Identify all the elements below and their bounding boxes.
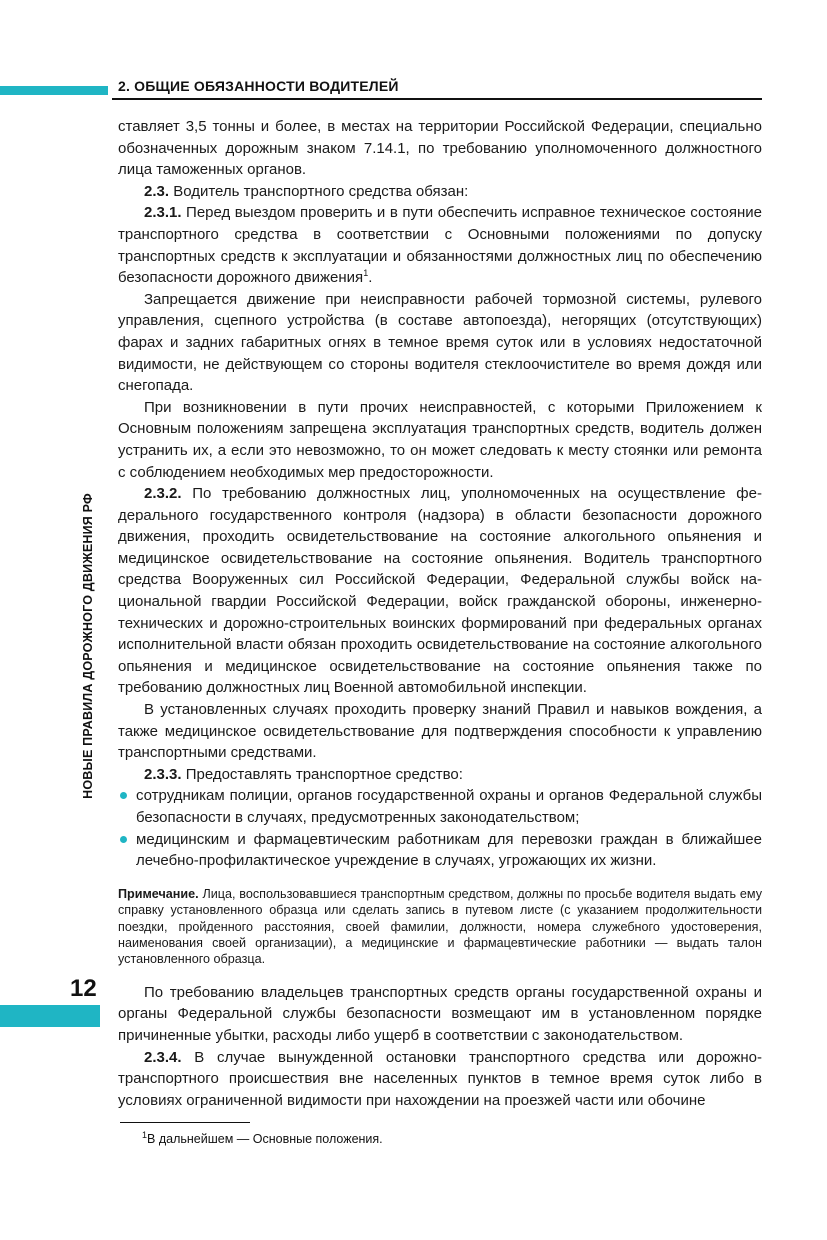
clause-text: Водитель транспортного средства обязан:: [169, 182, 469, 200]
book-title-vertical: НОВЫЕ ПРАВИЛА ДОРОЖНОГО ДВИЖЕНИЯ РФ: [81, 493, 95, 799]
section-title: 2. ОБЩИЕ ОБЯЗАННОСТИ ВОДИТЕЛЕЙ: [118, 78, 399, 94]
clause-number: 2.3.: [144, 182, 170, 200]
main-text: [118, 116, 762, 1111]
paragraph-2-3: [118, 181, 762, 203]
footnote-text: В дальнейшем — Основные положения.: [147, 1132, 383, 1146]
note-label: Примечание.: [118, 886, 199, 901]
clause-text: По требованию должностных лиц, уполномоченных на осуществление федерального государственного контроля (надзора) в области безопасности дорожного движения, проходить освидетельствование на состояние алкогольного опьянения и медицинское освидетельствование на состояние опьянения. Водитель транспортного средства Вооруженных сил Российской Федерации, Федеральной службы войск национальной гвардии Российской Федерации, войск гражданской обороны, инженерно-технических и дорожно-строительных воинских формирований при федеральных органах исполнительной власти обязан проходить освидетельствование на состояние алкогольного опьянения и медицинское освидетельствование на состояние опьянения также по требованию должностных лиц Военной автомобильной инспекции.: [118, 485, 762, 697]
paragraph-other-faults: При возникновении в пути прочих неисправностей, с которыми Приложением к Основным положениям запрещена эксплуатация транспортных средств, водитель должен устранить их, а если это невозможно, то он может следовать к месту стоянки или ремонта с соблюдением необходимых мер предосторожности.: [118, 398, 762, 481]
header-divider: [112, 98, 762, 100]
header-accent-bar: [0, 86, 108, 95]
clause-number: 2.3.4.: [144, 1048, 182, 1066]
clause-end: .: [368, 269, 373, 287]
clause-text: В случае вынужденной остановки транспортного средства или дорожно-транспортного происшествия вне населенных пунктов в темное время суток либо в условиях ограниченной видимости при нахождении на проезжей части или обочине: [118, 1048, 762, 1109]
clause-number: 2.3.3.: [144, 765, 182, 783]
bullet-icon: [120, 792, 127, 799]
footnote: [142, 1129, 383, 1146]
paragraph-compensation: По требованию владельцев транспортных средств органы государственной охраны и органы Федеральной службы безопасности возмещают им в установленном порядке причиненные убытки, расходы либо ущерб в соответствии с законодательством.: [118, 983, 762, 1044]
paragraph-2-3-3: [118, 764, 762, 786]
clause-text: Перед выездом проверить и в пути обеспечить исправное техническое состояние транспортного средства в соответствии с Основными положениями по допуску транспортных средств к эксплуатации и обязанностями должностных лиц по обеспечению безопасности дорожного движения: [118, 204, 762, 287]
bullet-list: [118, 785, 762, 871]
paragraph-2-3-4: [118, 1047, 762, 1112]
bullet-icon: [120, 836, 127, 843]
list-item: [118, 785, 762, 828]
page-number-accent-bar: [0, 1005, 100, 1027]
footnote-mark: 1: [142, 1129, 148, 1140]
list-item-text: медицинским и фармацевтическим работникам для перевозки граждан в ближайшее лечебно-профилактическое учреждение в случаях, угрожающих их жизни.: [136, 830, 762, 870]
paragraph-continued: ставляет 3,5 тонны и более, в местах на территории Российской Федерации, специально обозначенных дорожным знаком 7.14.1, по требованию уполномоченного должностного лица таможенных органов.: [118, 118, 762, 179]
footnote-reference: 1: [363, 268, 369, 279]
clause-text: Предоставлять транспортное средство:: [181, 765, 463, 783]
paragraph-2-3-1: [118, 202, 762, 288]
clause-number: 2.3.2.: [144, 485, 182, 503]
clause-number: 2.3.1.: [144, 204, 182, 222]
list-item-text: сотрудникам полиции, органов государственной охраны и органов Федеральной службы безопасности в случаях, предусмотренных законодательством;: [136, 787, 762, 826]
footnote-divider: [120, 1122, 250, 1123]
paragraph-prohibition: Запрещается движение при неисправности рабочей тормозной системы, рулевого управления, сцепного устройства (в составе автопоезда), негорящих (отсутствующих) фарах и задних габаритных огнях в темное время суток или в условиях недостаточной видимости, не действующем со стороны водителя стеклоочистителе во время дождя или снегопада.: [118, 290, 762, 395]
paragraph-2-3-2: [118, 483, 762, 699]
note: [118, 886, 762, 968]
list-item: [118, 829, 762, 872]
note-text: Лица, воспользовавшиеся транспортным средством, должны по просьбе водителя выдать ему справку установленного образца или сделать запись в путевом листе (с указанием продолжительности поездки, пройденного расстояния, своей фамилии, должности, номера служебного удостоверения, наименования своей организации), а медицинские и фармацевтические работники — выдать талон установленного образца.: [118, 886, 762, 967]
paragraph-knowledge-check: В установленных случаях проходить проверку знаний Правил и навыков вождения, а также медицинское освидетельствование для подтверждения способности к управлению транспортными средствами.: [118, 701, 762, 762]
page-number: 12: [70, 975, 97, 1002]
